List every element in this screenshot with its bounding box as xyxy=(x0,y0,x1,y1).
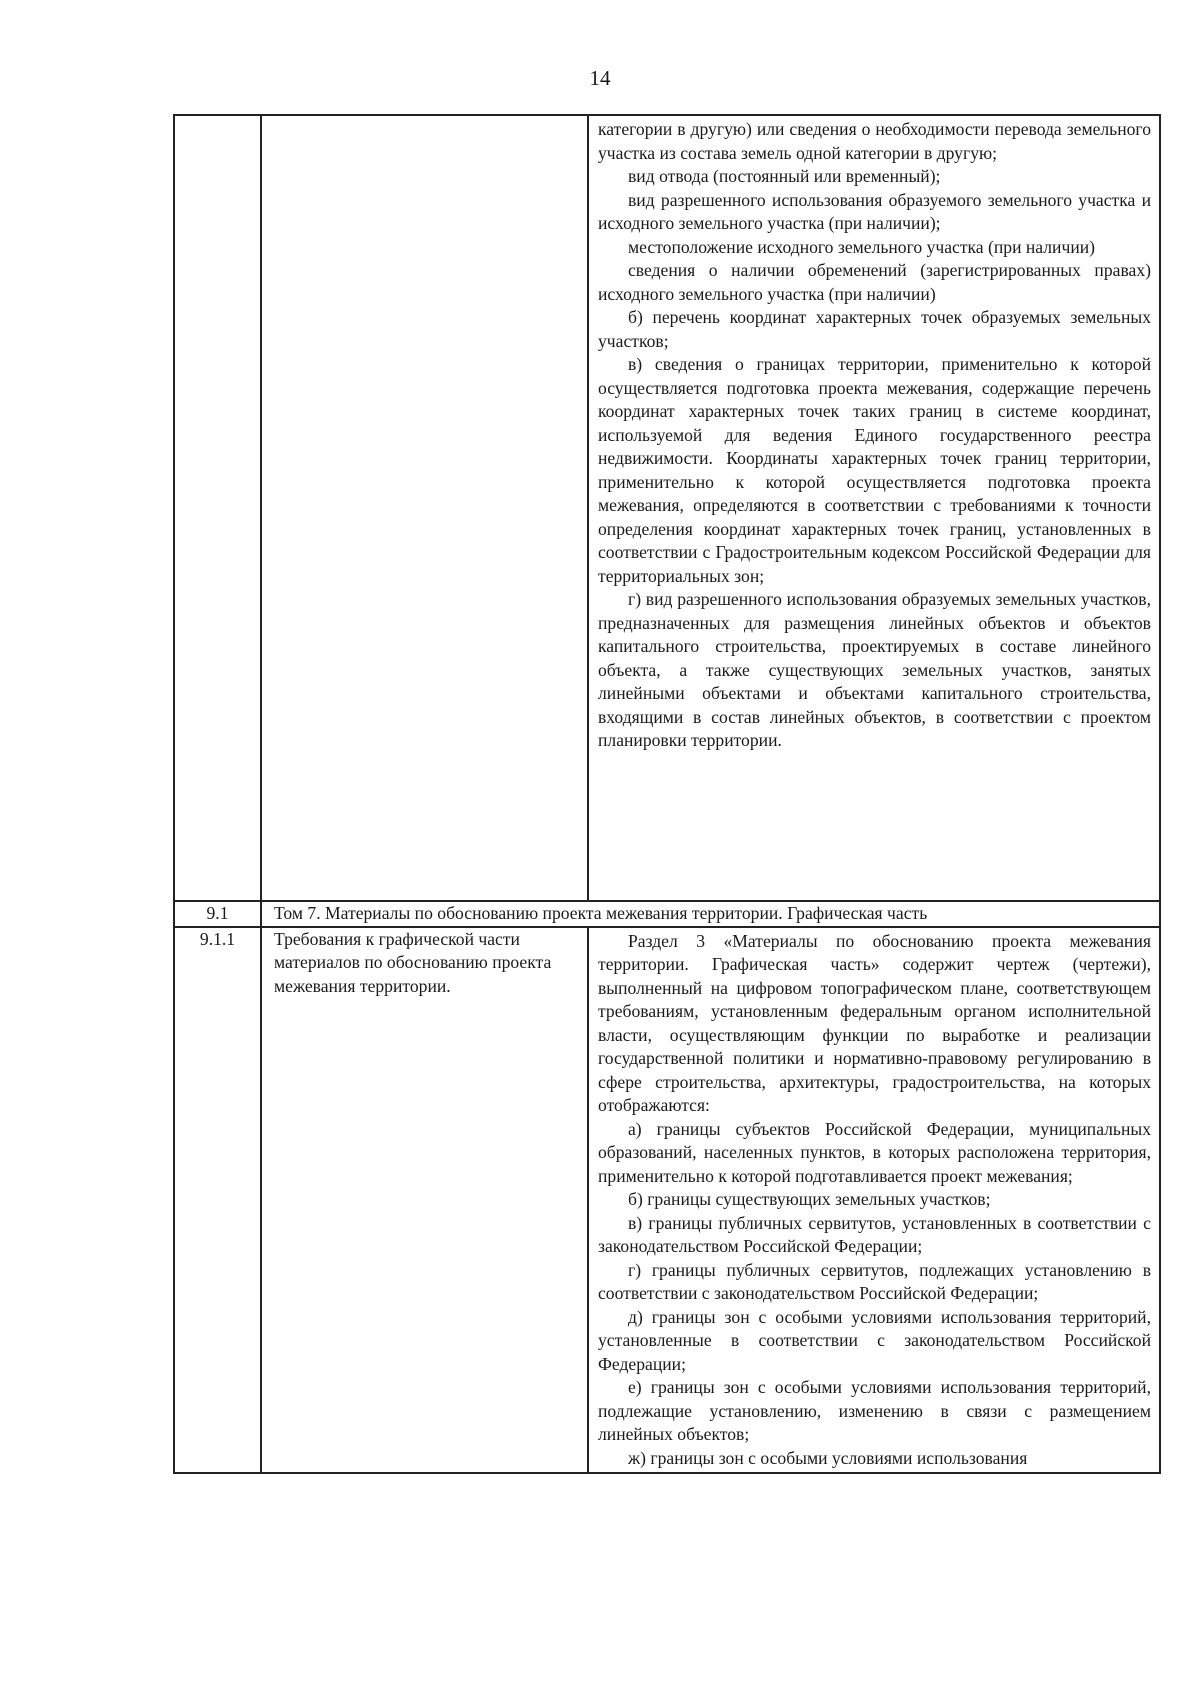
page-number: 14 xyxy=(589,66,611,90)
row-title-cell xyxy=(261,115,588,901)
row-content-cell xyxy=(588,927,1160,1474)
row-number-cell xyxy=(174,115,261,901)
row-content-cell xyxy=(588,115,1160,901)
requirements-table xyxy=(173,114,1161,1474)
row-number-cell: 9.1 xyxy=(174,901,261,927)
content-paragraph: местоположение исходного земельного участка (при наличии) xyxy=(628,236,1096,257)
content-paragraph: сведения о наличии обременений (зарегистрированных правах) исходного земельного участка (при наличии) xyxy=(598,260,1151,304)
content-paragraph: б) перечень координат характерных точек образуемых земельных участков; xyxy=(598,307,1151,351)
content-paragraph: вид отвода (постоянный или временный); xyxy=(628,166,941,186)
content-paragraph: д) границы зон с особыми условиями использования территорий, установленные в соответствии с законодательством Российской Федерации; xyxy=(598,1306,1151,1374)
content-paragraph: в) границы публичных сервитутов, установленных в соответствии с законодательством Российской Федерации; xyxy=(598,1212,1151,1256)
content-paragraph: г) вид разрешенного использования образуемых земельных участков, предназначенных для размещения линейных объектов и объектов капитального строительства, проектируемых в составе линейного объекта, а также существующих земельных участков, занятых линейными объектами и объектами капитального строительства, входящими в состав линейных объектов, в соответствии с проектом планировки территории. xyxy=(598,589,1151,750)
content-paragraph: в) сведения о границах территории, применительно к которой осуществляется подготовка проекта межевания, содержащие перечень координат характерных точек таких границ в системе координат, используемой для ведения Единого государственного реестра недвижимости. Координаты характерных точек границ территории, применительно к которой осуществляется подготовка проекта межевания, определяются в соответствии с требованиями к точности определения координат характерных точек границ, установленных в соответствии с Градостроительным кодексом Российской Федерации для территориальных зон; xyxy=(598,354,1151,586)
content-paragraph: вид разрешенного использования образуемого земельного участка и исходного земельного участка (при наличии); xyxy=(598,189,1151,233)
content-paragraph: ж) границы зон с особыми условиями использования xyxy=(628,1447,1028,1468)
content-paragraph: Раздел 3 «Материалы по обоснованию проекта межевания территории. Графическая часть» содержит чертеж (чертежи), выполненный на цифровом топографическом плане, соответствующем требованиям, установленным федеральным органом исполнительной власти, осуществляющим функции по выработке и реализации государственной политики и нормативно-правовому регулированию в сфере строительства, архитектуры, градостроительства, на которых отображаются: xyxy=(598,930,1151,1115)
content-paragraph: г) границы публичных сервитутов, подлежащих установлению в соответствии с законодательством Российской Федерации; xyxy=(598,1259,1151,1303)
content-paragraph: а) границы субъектов Российской Федерации, муниципальных образований, населенных пунктов, в которых расположена территория, применительно к которой подготавливается проект межевания; xyxy=(598,1118,1151,1186)
content-paragraph: е) границы зон с особыми условиями использования территорий, подлежащие установлению, изменению в связи с размещением линейных объектов; xyxy=(598,1377,1151,1444)
table-row xyxy=(174,115,1160,901)
section-heading-cell: Том 7. Материалы по обоснованию проекта межевания территории. Графическая часть xyxy=(261,901,1160,927)
table-row xyxy=(174,927,1160,1474)
content-paragraph: категории в другую) или сведения о необходимости перевода земельного участка из состава земель одной категории в другую; xyxy=(598,119,1151,163)
content-paragraph: б) границы существующих земельных участков; xyxy=(628,1189,991,1209)
row-title-cell: Требования к графической части материалов по обоснованию проекта межевания территории. xyxy=(261,927,588,1474)
table-row xyxy=(174,901,1160,927)
row-number-cell: 9.1.1 xyxy=(174,927,261,1474)
